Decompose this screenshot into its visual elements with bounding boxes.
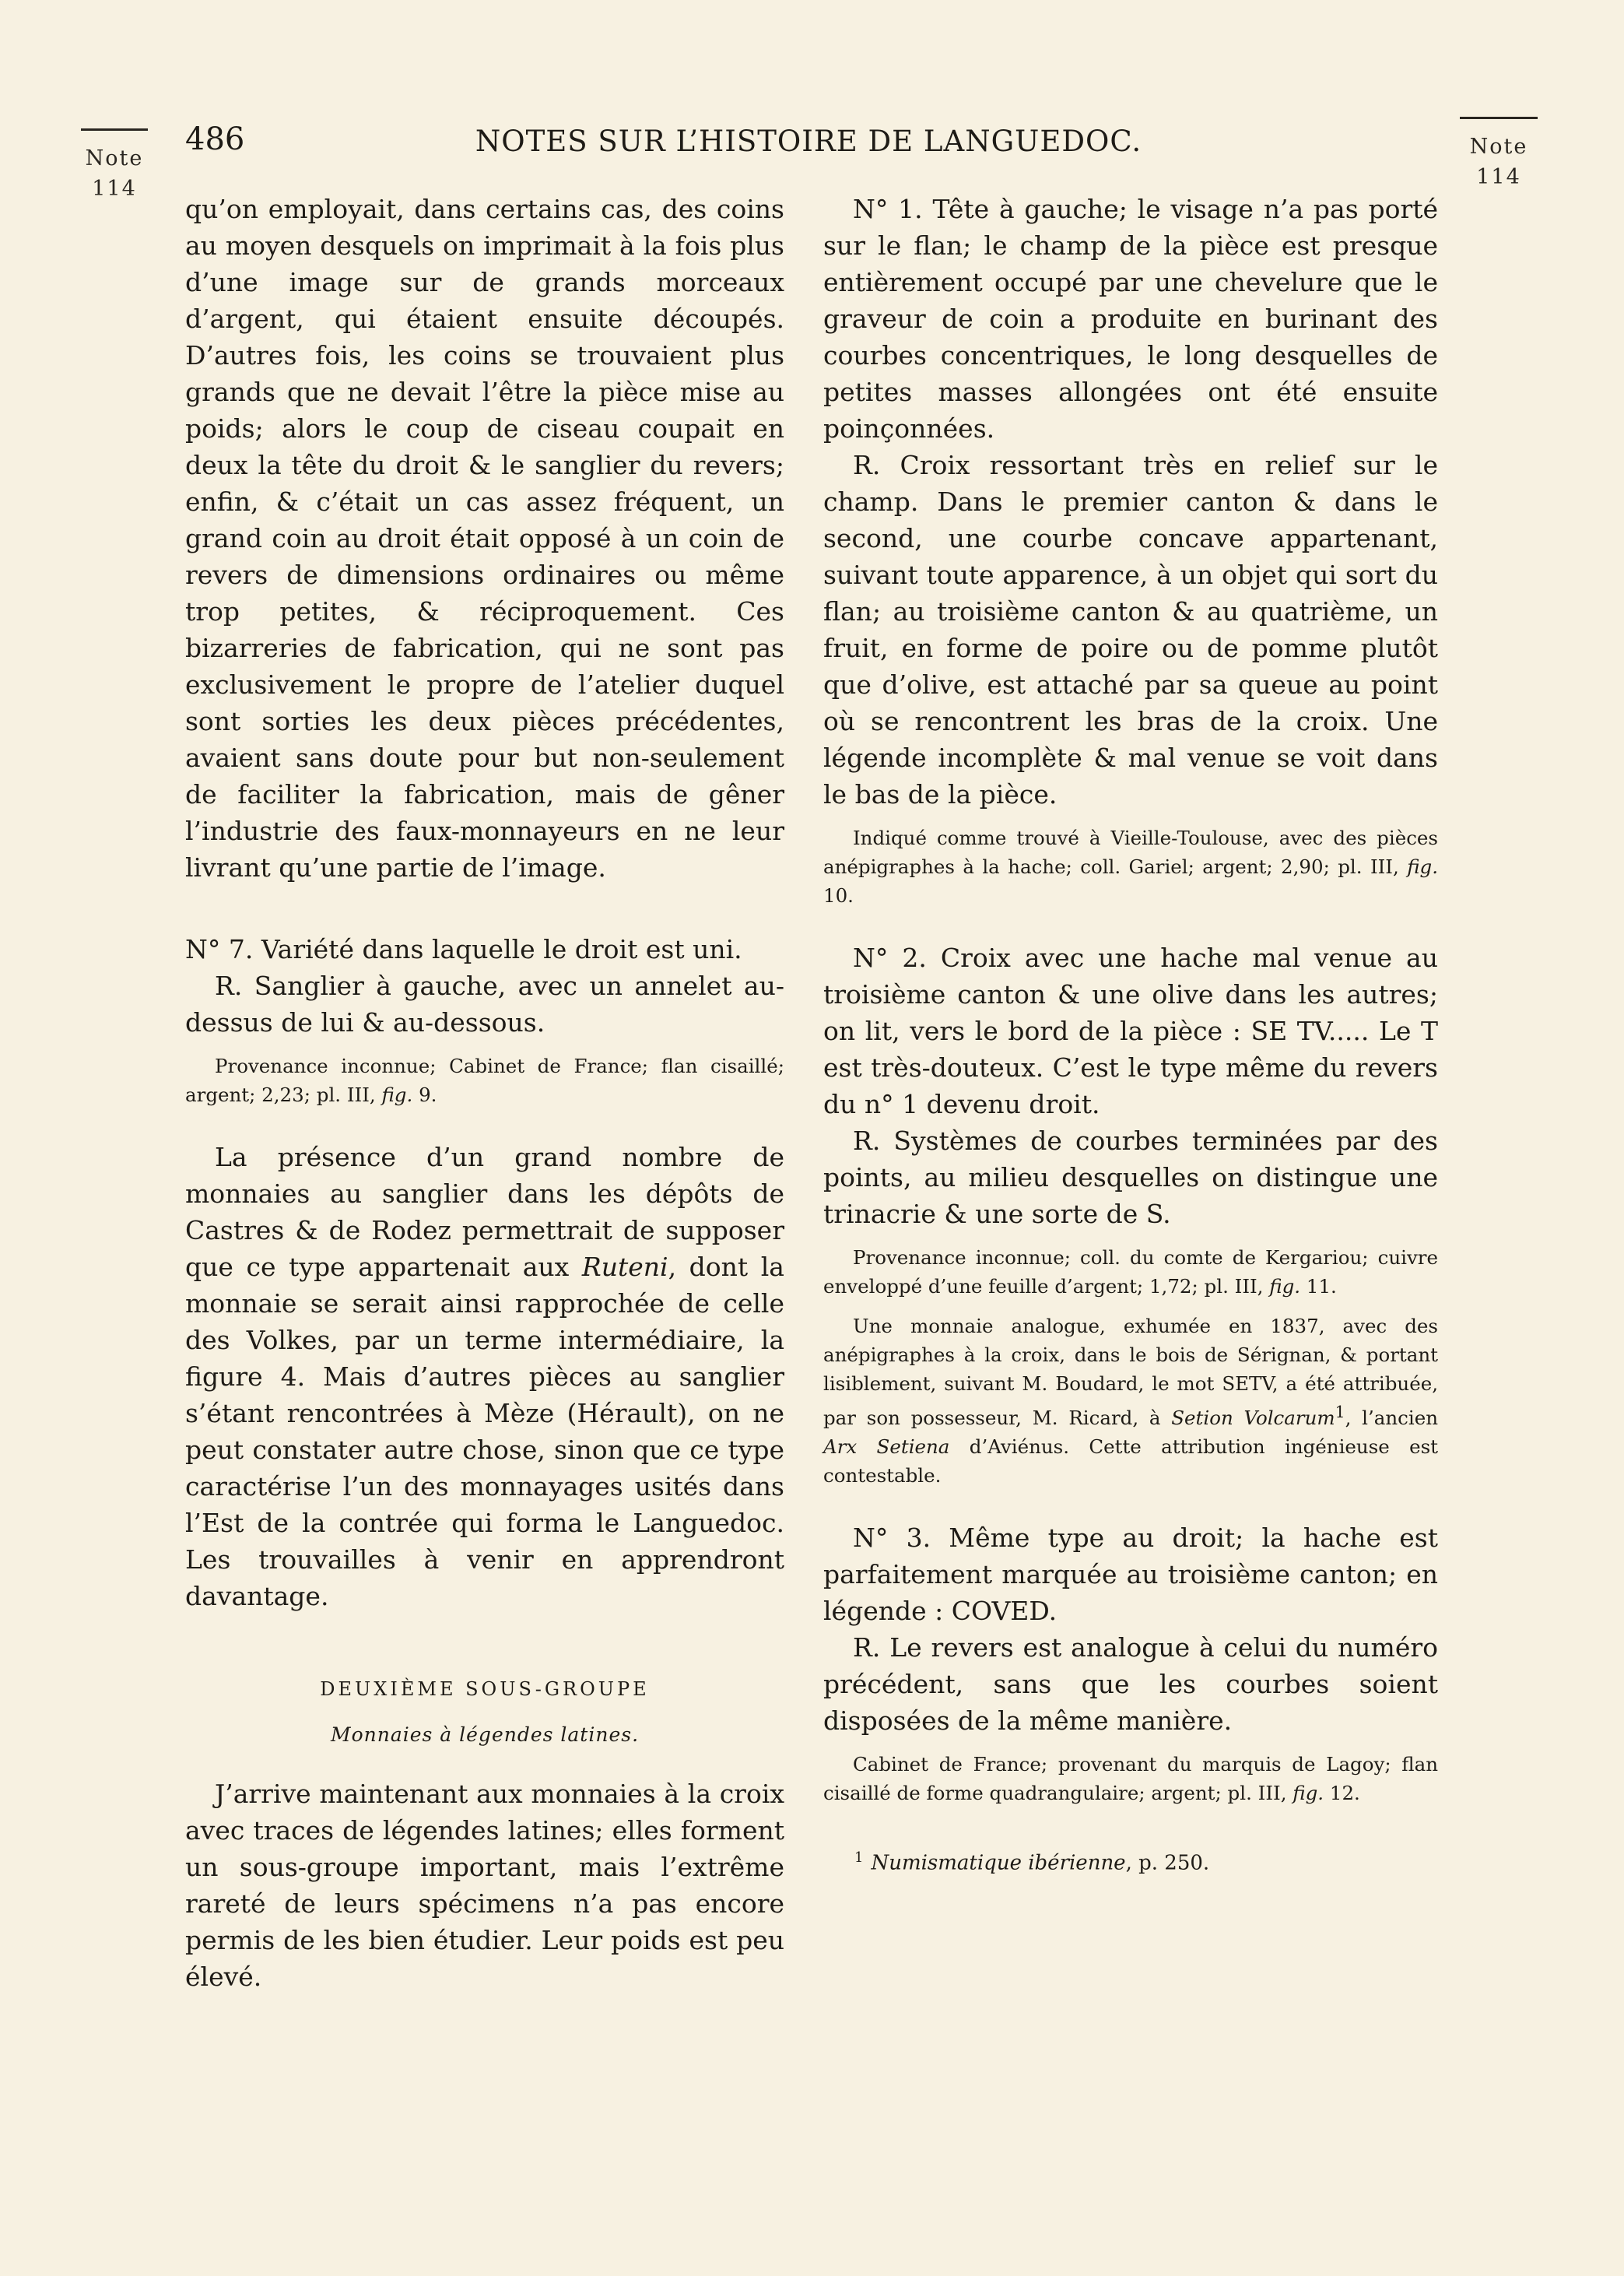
reverse-text: Croix ressortant très en relief sur le champ. Dans le premier canton & dans le second, une courbe concave appartenant, suivant toute apparence, à un objet qui sort du flan; au troisième canton & au quatrième, un fruit, en forme de poire ou de pomme plutôt que d’olive, est attaché par sa queue au point où se rencontrent les bras de la croix. Une légende incomplète & mal venue se voit dans le bas de la pièce. [823,450,1438,810]
paragraph-latin-legends: J’arrive maintenant aux monnaies à la croix avec traces de légendes latines; elles forment un sous-groupe important, mais l’extrême rareté de leurs spécimens n’a pas encore permis de les bien étudier. Leur poids est peu élevé. [185,1779,784,1992]
page-number: 486 [185,121,245,157]
reverse-label: R. [853,1632,881,1663]
footnote-mark: 1 [854,1849,864,1867]
entry-number: N° 1. [853,194,923,224]
margin-note-label: Note [1469,135,1528,159]
margin-note-number: 114 [1476,165,1521,190]
entry-number: N° 3. [853,1523,931,1554]
paragraph-continued: qu’on employait, dans certains cas, des coins au moyen desquels on imprimait à la fois plus d’une image sur de grands morceaux d’argent, qui étaient ensuite découpés. D’autres fois, les coins se trouvaient plus grands que ne devait l’être la pièce mise au poids; alors le coup de ciseau coupait en deux la tête du droit & le sanglier du revers; enfin, & c’était un cas assez fréquent, un grand coin au droit était opposé à un coin de revers de dimensions ordinaires ou même trop petites, & réciproquement. Ces bizarreries de fabrication, qui ne sont pas exclusivement le propre de l’atelier duquel sont sorties les deux pièces précédentes, avaient sans doute pour but non-seulement de faciliter la fabrication, mais de gêner l’industrie des faux-monnayeurs en ne leur livrant qu’une partie de l’image. [185,194,784,883]
entry-n1-provenance: Indiqué comme trouvé à Vieille-Toulouse, avec des pièces anépigraphes à la hache; coll. Gariel; argent; 2,90; pl. III, fig. 10. [823,827,1438,907]
section-heading: DEUXIÈME SOUS-GROUPE [320,1678,650,1700]
entry-text: Croix avec une hache mal venue au troisième canton & une olive dans les autres; on lit, vers le bord de la pièce : SE TV..... Le T est très-douteux. C’est le type même du revers du n° 1 devenu droit. [823,943,1438,1119]
margin-rule [1460,117,1538,119]
right-column [823,191,1438,1878]
reverse-label: R. [215,971,243,1001]
entry-n2-reverse [823,1122,1438,1232]
footnote: $^1$ Numismatique ibérienne, p. 250. [854,1849,1210,1875]
ruteni-term: Ruteni [581,1252,668,1282]
entry-n2-analogue-note: Une monnaie analogue, exhumée en 1837, avec des anépigraphes à la croix, dans le bois de Sérignan, & portant lisiblement, suivant M. Boudard, le mot SETV, a été attribuée, par son possesseur, M. Ricard, à Setion Volcarum$^1$, l’ancien Arx Setiena d’Aviénus. Cette attribution ingénieuse est contestable. [823,1315,1439,1487]
reverse-label: R. [853,1126,881,1156]
margin-rule [81,128,148,131]
entry-n2-provenance: Provenance inconnue; coll. du comte de Kergariou; cuivre enveloppé d’une feuille d’argent; 1,72; pl. III, fig. 11. [823,1246,1438,1298]
running-title: NOTES SUR L’HISTOIRE DE LANGUEDOC. [475,125,1142,158]
margin-note-label: Note [85,146,144,170]
entry-n7-reverse [185,968,784,1041]
entry-number: N° 2. [853,943,927,973]
entry-n2 [823,940,1438,1122]
entry-number: N° 7. [185,934,254,964]
entry-n7-provenance: Provenance inconnue; Cabinet de France; flan cisaillé; argent; 2,23; pl. III, fig. 9. [185,1055,784,1106]
margin-note-right [1460,117,1538,192]
margin-note-number: 114 [92,177,137,202]
entry-text: Variété dans laquelle le droit est uni. [253,934,742,964]
reverse-label: R. [853,450,881,480]
footnote-ref: 1 [1335,1403,1345,1421]
page-header [185,121,1432,168]
reverse-text: Le revers est analogue à celui du numéro précédent, sans que les courbes soient disposées de la même manière. [823,1632,1438,1737]
entry-n3-provenance: Cabinet de France; provenant du marquis de Lagoy; flan cisaillé de forme quadrangulaire; argent; pl. III, fig. 12. [823,1753,1438,1805]
footnote-title: Numismatique ibérienne [871,1851,1126,1875]
entry-text: Tête à gauche; le visage n’a pas porté sur le flan; le champ de la pièce est presque entièrement occupé par une chevelure que le graveur de coin a produite en burinant des courbes concentriques, le long desquelles de petites masses allongées ont été ensuite poinçonnées. [823,194,1439,444]
entry-n1 [823,191,1438,447]
margin-note-left [81,128,148,204]
entry-n1-reverse [823,447,1438,813]
entry-n3-reverse [823,1629,1438,1739]
paragraph-ruteni: La présence d’un grand nombre de monnaies au sanglier dans les dépôts de Castres & de Rodez permettrait de supposer que ce type appartenait aux Ruteni, dont la monnaie se serait ainsi rapprochée de celle des Volkes, par un terme intermédiaire, la figure 4. Mais d’autres pièces au sanglier s’étant rencontrées à Mèze (Hérault), on ne peut constater autre chose, sinon que ce type caractérise l’un des monnayages usités dans l’Est de la contrée qui forma le Languedoc. Les trouvailles à venir en apprendront davantage. [185,1142,784,1611]
section-subheading: Monnaies à légendes latines. [330,1723,640,1746]
entry-n3 [823,1519,1438,1629]
entry-n7 [185,931,784,968]
reverse-text: Sanglier à gauche, avec un annelet au-dessus de lui & au-dessous. [185,971,784,1038]
left-column [185,191,784,1995]
entry-text: Même type au droit; la hache est parfaitement marquée au troisième canton; en légende : COVED. [823,1523,1438,1627]
reverse-text: Systèmes de courbes terminées par des points, au milieu desquelles on distingue une trinacrie & une sorte de S. [823,1126,1438,1229]
